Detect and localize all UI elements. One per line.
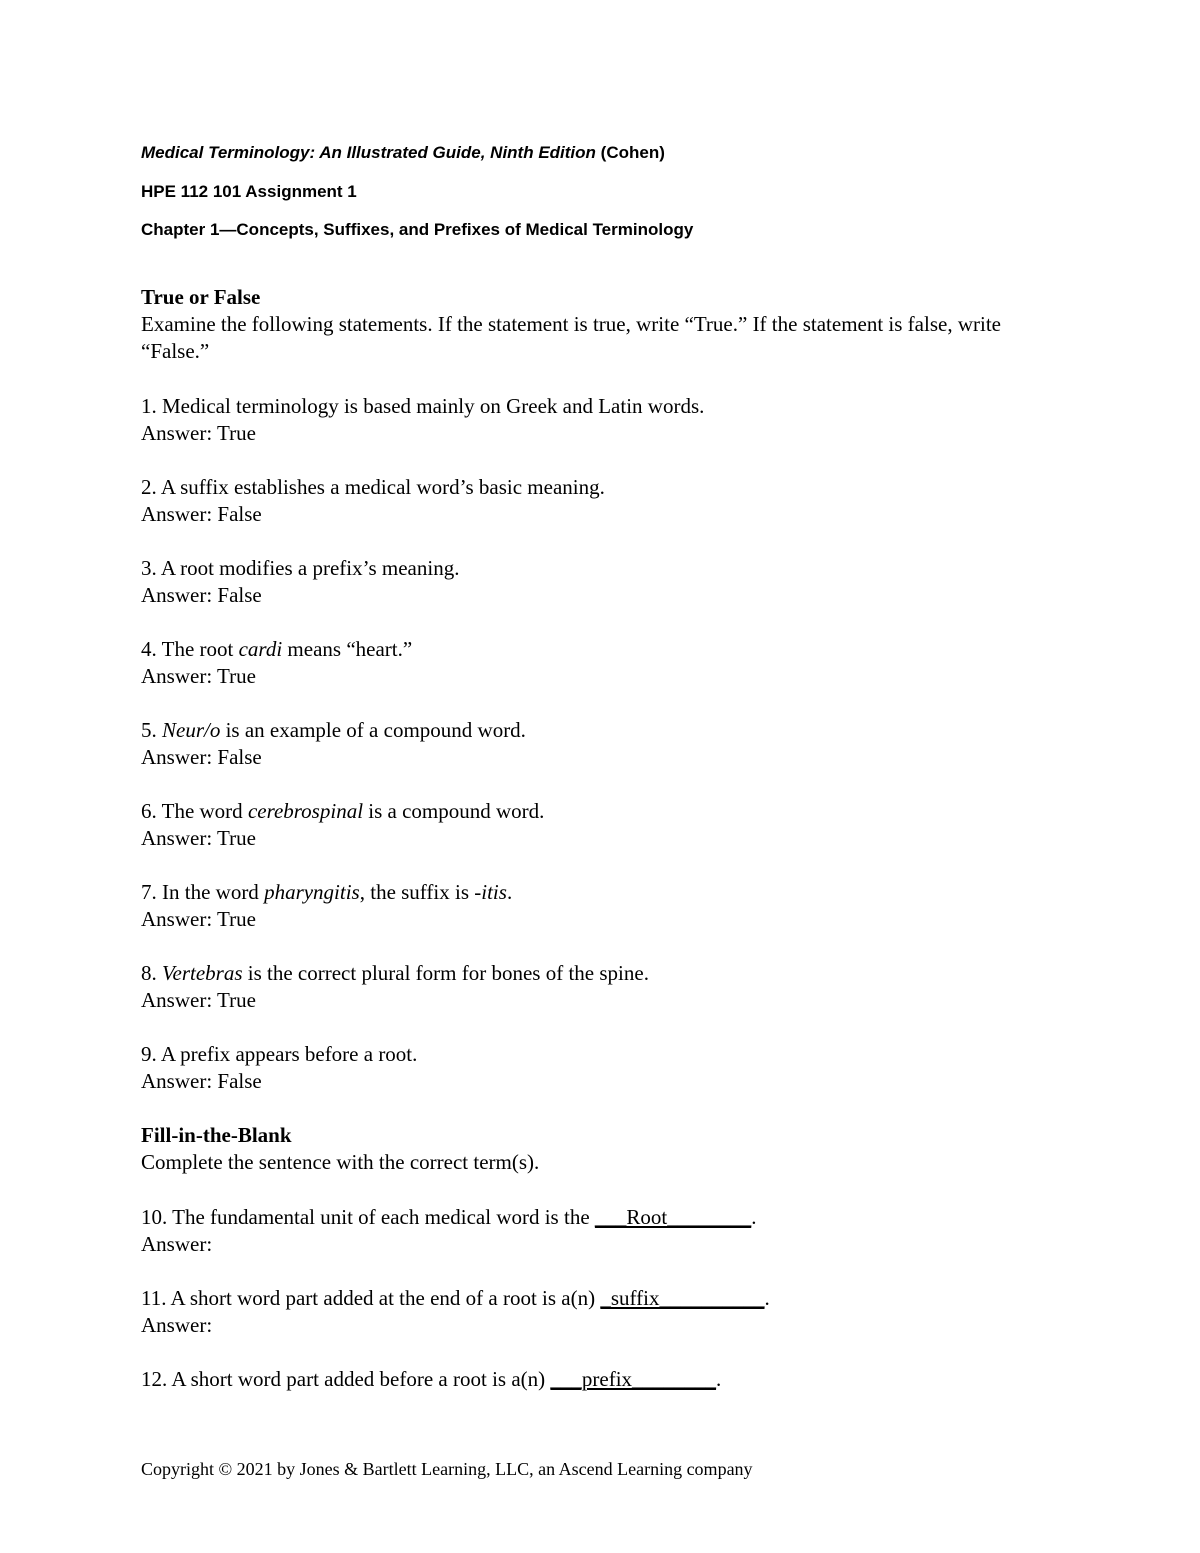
question-text bbox=[141, 798, 1071, 825]
question-11 bbox=[141, 1285, 1071, 1339]
blank-answer: ___prefix________ bbox=[550, 1367, 717, 1391]
answer-text: Answer: True bbox=[141, 907, 256, 931]
question-4 bbox=[141, 636, 1071, 690]
question-7 bbox=[141, 879, 1071, 933]
blank-answer: ___Root________ bbox=[594, 1205, 752, 1229]
answer-text: Answer: True bbox=[141, 664, 256, 688]
question-text bbox=[141, 636, 1071, 663]
question-text: 9. A prefix appears before a root. bbox=[141, 1042, 418, 1066]
question-text-mid: , the suffix is bbox=[359, 880, 475, 904]
question-text-pre: 8. bbox=[141, 961, 162, 985]
question-text-pre: 7. In the word bbox=[141, 880, 265, 904]
answer-text: Answer: True bbox=[141, 988, 256, 1012]
question-text bbox=[141, 1285, 1071, 1312]
question-text-pre: 11. A short word part added at the end of a root is a(n) bbox=[141, 1286, 601, 1310]
question-text bbox=[141, 717, 1071, 744]
question-text-pre: 4. The root bbox=[141, 637, 239, 661]
question-10 bbox=[141, 1204, 1071, 1258]
question-text-pre: 6. The word bbox=[141, 799, 248, 823]
question-text: 1. Medical terminology is based mainly on Greek and Latin words. bbox=[141, 394, 705, 418]
question-text-post: . bbox=[506, 880, 513, 904]
book-title: Medical Terminology: An Illustrated Guide, Ninth Edition bbox=[141, 143, 596, 162]
question-text-post: is a compound word. bbox=[363, 799, 545, 823]
question-term: cardi bbox=[238, 637, 283, 661]
question-text bbox=[141, 1366, 1071, 1393]
true-false-section bbox=[141, 284, 1071, 365]
fill-blank-section bbox=[141, 1122, 1071, 1176]
question-9 bbox=[141, 1041, 1071, 1095]
answer-text: Answer: False bbox=[141, 1069, 262, 1093]
question-text-post: . bbox=[751, 1205, 757, 1229]
question-term: Neur/o bbox=[162, 718, 221, 742]
question-term: pharyngitis bbox=[264, 880, 360, 904]
answer-text: Answer: False bbox=[141, 502, 262, 526]
question-1 bbox=[141, 393, 1071, 447]
copyright-footer: Copyright © 2021 by Jones & Bartlett Learning, LLC, an Ascend Learning company bbox=[141, 1459, 753, 1479]
question-text bbox=[141, 960, 1071, 987]
question-text-post: . bbox=[716, 1367, 722, 1391]
question-3 bbox=[141, 555, 1071, 609]
answer-text: Answer: True bbox=[141, 421, 256, 445]
true-false-instructions: Examine the following statements. If the statement is true, write “True.” If the statement is false, write “False.” bbox=[141, 312, 1001, 363]
question-2 bbox=[141, 474, 1071, 528]
question-12 bbox=[141, 1366, 1071, 1393]
answer-text: Answer: False bbox=[141, 745, 262, 769]
question-text-pre: 10. The fundamental unit of each medical word is the bbox=[141, 1205, 595, 1229]
question-term-2: -itis bbox=[474, 880, 507, 904]
question-text-pre: 12. A short word part added before a root is a(n) bbox=[141, 1367, 551, 1391]
question-text-post: . bbox=[764, 1286, 770, 1310]
blank-answer: _suffix__________ bbox=[600, 1286, 765, 1310]
question-text: 3. A root modifies a prefix’s meaning. bbox=[141, 556, 460, 580]
section-title-true-false: True or False bbox=[141, 285, 261, 309]
question-text-post: is an example of a compound word. bbox=[220, 718, 526, 742]
book-author: (Cohen) bbox=[595, 143, 665, 162]
answer-text: Answer: False bbox=[141, 583, 262, 607]
question-term: Vertebras bbox=[162, 961, 243, 985]
book-title-line bbox=[141, 143, 665, 163]
question-text-post: means “heart.” bbox=[282, 637, 413, 661]
question-term: cerebrospinal bbox=[247, 799, 364, 823]
chapter-title: Chapter 1—Concepts, Suffixes, and Prefixes of Medical Terminology bbox=[141, 220, 694, 239]
section-title-fill-blank: Fill-in-the-Blank bbox=[141, 1123, 292, 1147]
question-text bbox=[141, 1204, 1071, 1231]
answer-text: Answer: bbox=[141, 1313, 213, 1337]
question-text-post: is the correct plural form for bones of the spine. bbox=[242, 961, 649, 985]
answer-text: Answer: bbox=[141, 1232, 213, 1256]
answer-text: Answer: True bbox=[141, 826, 256, 850]
question-8 bbox=[141, 960, 1071, 1014]
question-text: 2. A suffix establishes a medical word’s basic meaning. bbox=[141, 475, 605, 499]
question-text bbox=[141, 879, 1071, 906]
fill-blank-instructions: Complete the sentence with the correct term(s). bbox=[141, 1150, 540, 1174]
assignment-title: HPE 112 101 Assignment 1 bbox=[141, 182, 357, 201]
question-text-pre: 5. bbox=[141, 718, 162, 742]
question-6 bbox=[141, 798, 1071, 852]
question-5 bbox=[141, 717, 1071, 771]
